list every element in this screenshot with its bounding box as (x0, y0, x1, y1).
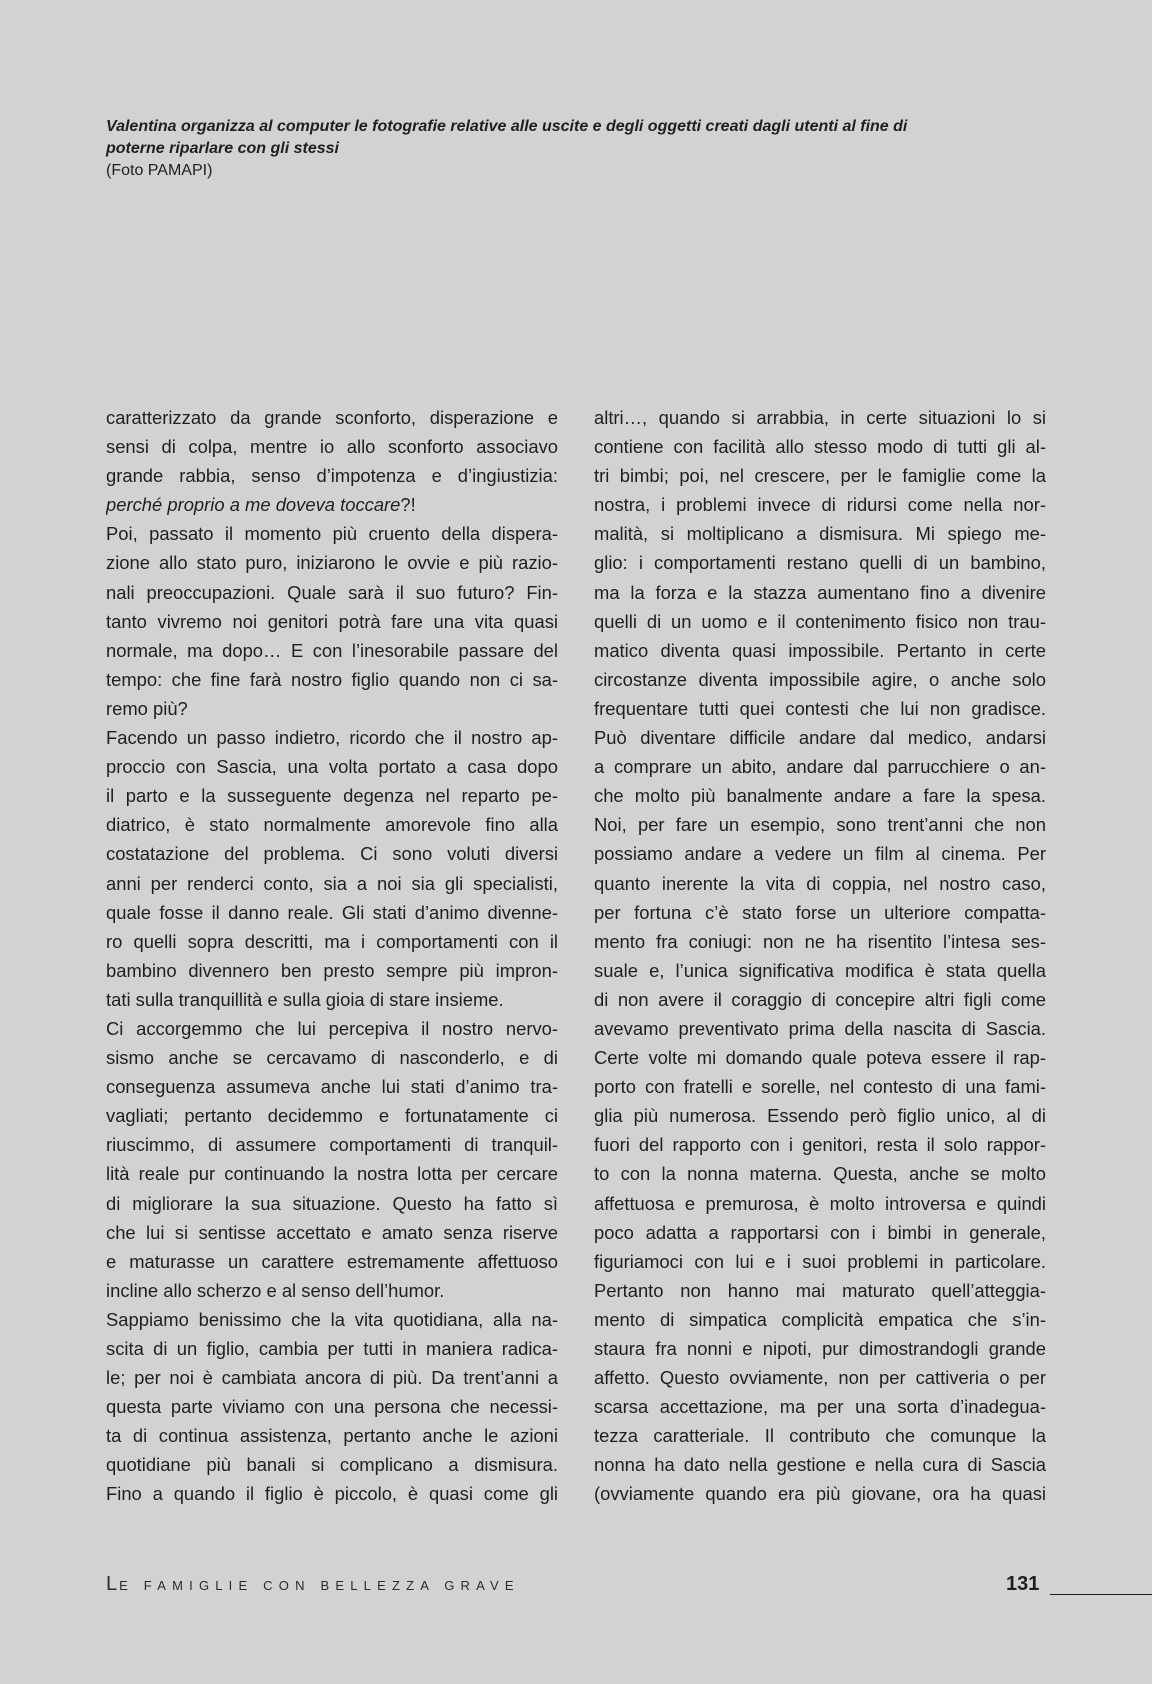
text-line: affettuosa e premurosa, è molto introversa e quindi (594, 1192, 1046, 1214)
text-line: anni per renderci conto, sia a noi sia gli specialisti, (106, 872, 558, 894)
text-line: caratterizzato da grande sconforto, disperazione e (106, 407, 558, 428)
text-line: Noi, per fare un esempio, sono trent’anni che non (594, 814, 1046, 836)
text-line: quelli di un uomo e il contenimento fisico non trau- (594, 610, 1046, 632)
text-line: vagliati; pertanto decidemmo e fortunatamente ci (106, 1105, 558, 1127)
text-line: proccio con Sascia, una volta portato a casa dopo (106, 756, 558, 778)
text-line: grande rabbia, senso d’impotenza e d’ingiustizia: (106, 465, 558, 487)
text-line: Poi, passato il momento più cruento della dispera- (106, 523, 558, 545)
text-line: tezza caratteriale. Il contributo che comunque la (594, 1425, 1046, 1447)
text-line: scita di un figlio, cambia per tutti in maniera radica- (106, 1338, 558, 1359)
caption-title-line-2: poterne riparlare con gli stessi (106, 140, 339, 157)
text-line: porto con fratelli e sorelle, nel contesto di una fami- (594, 1076, 1046, 1098)
text-line: Sappiamo benissimo che la vita quotidiana, alla na- (106, 1308, 558, 1330)
caption-photo-credit: (Foto PAMAPI) (106, 162, 213, 179)
text-line: questa parte viviamo con una persona che necessi- (106, 1396, 558, 1418)
text-line: zione allo stato puro, iniziarono le ovvie e più razio- (106, 552, 558, 574)
punctuation: ?! (400, 494, 416, 516)
photo-caption (106, 116, 1036, 182)
text-line: che lui si sentisse accettato e amato senza riserve (106, 1221, 558, 1243)
text-line: tanto vivremo noi genitori potrà fare una vita quasi (106, 610, 558, 632)
text-line: quale fosse il danno reale. Gli stati d’animo divenne- (106, 901, 558, 923)
text-line: fuori del rapporto con i genitori, resta il solo rappor- (594, 1134, 1046, 1156)
text-line: nostra, i problemi invece di ridursi come nella nor- (594, 494, 1046, 516)
text-line: quanto inerente la vita di coppia, nel nostro caso, (594, 872, 1046, 894)
text-line: remo più? (106, 697, 188, 719)
text-line: glia più numerosa. Essendo però figlio unico, al di (594, 1105, 1046, 1127)
text-line: matico diventa quasi impossibile. Pertanto in certe (594, 639, 1046, 661)
footer-rule-divider (1050, 1594, 1152, 1595)
text-line: Facendo un passo indietro, ricordo che il nostro ap- (106, 727, 558, 749)
text-line: sismo anche se cercavamo di nasconderlo, e di (106, 1047, 558, 1069)
text-line: poco adatta a rapportarsi con i bimbi in generale, (594, 1221, 1046, 1243)
text-line: circostanze diventa impossibile agire, o anche solo (594, 668, 1046, 690)
text-line: frequentare tutti quei contesti che lui non gradisce. (594, 697, 1046, 719)
text-line: to con la nonna materna. Questa, anche se molto (594, 1163, 1046, 1185)
text-line: che molto più banalmente andare a fare la spesa. (594, 785, 1046, 807)
text-line: riuscimmo, di assumere comportamenti di tranquil- (106, 1134, 558, 1156)
text-line: le; per noi è cambiata ancora di più. Da trent’anni a (106, 1367, 558, 1389)
text-line: mento di simpatica complicità empatica che s’in- (594, 1308, 1046, 1330)
text-line: quotidiane più banali si complicano a dismisura. (106, 1454, 558, 1476)
text-line: lità reale pur continuando la nostra lotta per cercare (106, 1163, 558, 1185)
page-number: 131 (1006, 1573, 1040, 1595)
text-line: avevamo preventivato prima della nascita di Sascia. (594, 1017, 1046, 1039)
text-line: Fino a quando il figlio è piccolo, è quasi come gli (106, 1483, 558, 1505)
text-line: staura fra nonni e nipoti, pur dimostrandogli grande (594, 1338, 1046, 1359)
text-line: malità, si moltiplicano a dismisura. Mi spiego me- (594, 523, 1046, 545)
text-line: affetto. Questo ovviamente, non per cattiveria o per (594, 1367, 1046, 1389)
text-line: per fortuna c’è stato forse un ulteriore compatta- (594, 901, 1046, 923)
text-line: Pertanto non hanno mai maturato quell’atteggia- (594, 1279, 1046, 1301)
footer-title-rest: E FAMIGLIE CON BELLEZZA GRAVE (119, 1578, 520, 1593)
text-line: (ovviamente quando era più giovane, ora ha quasi (594, 1483, 1046, 1505)
italic-phrase: perché proprio a me doveva toccare (106, 494, 401, 516)
text-line: contiene con facilità allo stesso modo di tutti gli al- (594, 436, 1046, 458)
text-line: figuriamoci con lui e i suoi problemi in particolare. (594, 1250, 1046, 1272)
text-line: ta di continua assistenza, pertanto anche le azioni (106, 1425, 558, 1447)
text-line: nonna ha dato nella gestione e nella cura di Sascia (594, 1454, 1046, 1476)
text-line: mento fra coniugi: non ne ha risentito l’intesa ses- (594, 930, 1046, 952)
text-line: a comprare un abito, andare dal parrucchiere o an- (594, 756, 1046, 778)
running-footer-title (106, 1573, 520, 1596)
text-line: tati sulla tranquillità e sulla gioia di stare insieme. (106, 988, 504, 1010)
text-line: scarsa accettazione, ma per una sorta d’inadegua- (594, 1396, 1046, 1418)
text-line: nali preoccupazioni. Quale sarà il suo futuro? Fin- (106, 581, 558, 603)
text-line: glio: i comportamenti restano quelli di un bambino, (594, 552, 1046, 574)
text-line: di migliorare la sua situazione. Questo ha fatto sì (106, 1192, 558, 1214)
text-line: di non avere il coraggio di concepire altri figli come (594, 988, 1046, 1010)
text-line: Ci accorgemmo che lui percepiva il nostro nervo- (106, 1017, 558, 1039)
left-text-column (106, 403, 558, 1509)
text-line: incline allo scherzo e al senso dell’humor. (106, 1279, 445, 1301)
text-line: tempo: che fine farà nostro figlio quando non ci sa- (106, 668, 558, 690)
text-line: costatazione del problema. Ci sono voluti diversi (106, 843, 558, 865)
text-line: ma la forza e la stazza aumentano fino a divenire (594, 581, 1046, 603)
text-line: diatrico, è stato normalmente amorevole fino alla (106, 814, 558, 836)
text-line: e maturasse un carattere estremamente affettuoso (106, 1250, 558, 1272)
text-line: sensi di colpa, mentre io allo sconforto associavo (106, 436, 558, 458)
right-text-column (594, 403, 1046, 1509)
text-line: il parto e la susseguente degenza nel reparto pe- (106, 785, 558, 807)
text-line: bambino divennero ben presto sempre più impron- (106, 959, 558, 981)
text-line: conseguenza assumeva anche lui stati d’animo tra- (106, 1076, 558, 1098)
text-line: tri bimbi; poi, nel crescere, per le famiglie come la (594, 465, 1046, 487)
footer-title-initial: L (106, 1573, 120, 1595)
caption-title-line-1: Valentina organizza al computer le fotografie relative alle uscite e degli oggetti creati dagli utenti al fine di (106, 118, 908, 135)
text-line: possiamo andare a vedere un film al cinema. Per (594, 843, 1046, 865)
text-line: normale, ma dopo… E con l’inesorabile passare del (106, 639, 558, 661)
text-line (106, 490, 558, 519)
text-line: ro quelli sopra descritti, ma i comportamenti con il (106, 930, 558, 952)
text-line: Certe volte mi domando quale poteva essere il rap- (594, 1047, 1046, 1069)
text-line: altri…, quando si arrabbia, in certe situazioni lo si (594, 407, 1046, 428)
text-line: suale e, l’unica significativa modifica è stata quella (594, 959, 1046, 981)
text-line: Può diventare difficile andare dal medico, andarsi (594, 727, 1046, 749)
